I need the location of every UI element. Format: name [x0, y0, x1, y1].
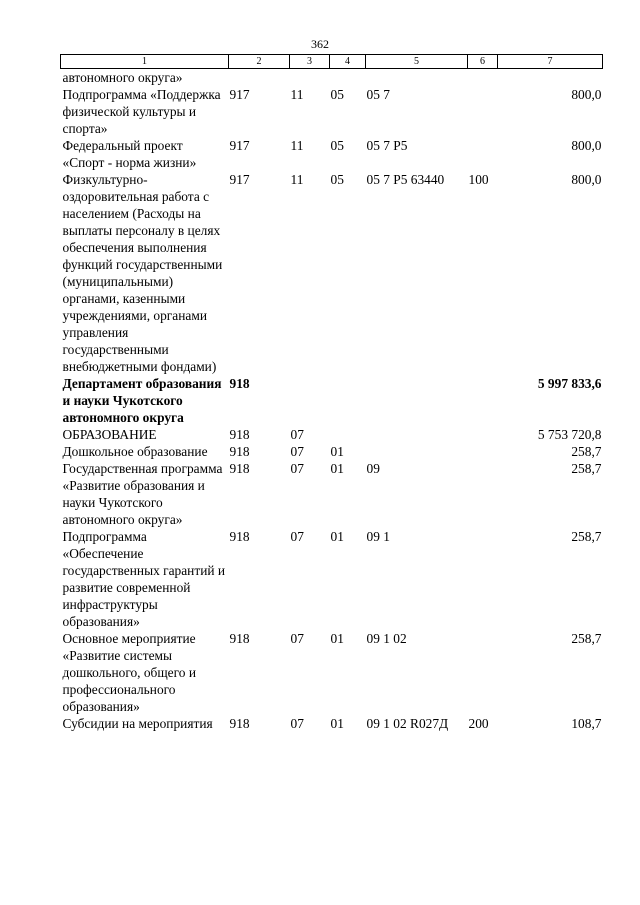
row-expense-type-cell: 100 [468, 172, 489, 187]
table-row [61, 630, 603, 715]
row-target-cell: 09 1 02 R027Д [366, 716, 449, 731]
header-col-3: 3 [290, 55, 330, 69]
row-amount-cell: 5 997 833,6 [537, 376, 602, 391]
row-expense-type-cell: 200 [468, 716, 489, 731]
row-section-cell [290, 69, 330, 87]
header-col-7: 7 [498, 55, 603, 69]
row-target-cell [366, 426, 468, 443]
row-name-cell: Федеральный проект «Спорт - норма жизни» [62, 138, 197, 170]
table-row [61, 69, 603, 87]
row-section-cell: 07 [290, 461, 304, 476]
row-ministry-cell: 918 [229, 716, 250, 731]
table-row [61, 375, 603, 426]
row-subsection-cell: 01 [330, 461, 344, 476]
row-subsection-cell [330, 69, 366, 87]
row-name-cell: Субсидии на мероприятия [62, 716, 213, 731]
row-target-cell: 05 7 [366, 87, 390, 102]
row-amount-cell: 800,0 [571, 172, 602, 187]
row-amount-cell: 5 753 720,8 [537, 427, 602, 442]
row-section-cell: 07 [290, 427, 304, 442]
row-expense-type-cell [468, 630, 498, 715]
table-row [61, 443, 603, 460]
table-row [61, 460, 603, 528]
row-amount-cell: 258,7 [571, 529, 602, 544]
row-amount-cell: 108,7 [571, 716, 602, 731]
row-subsection-cell [330, 375, 366, 426]
header-col-1: 1 [61, 55, 229, 69]
table-row [61, 137, 603, 171]
row-name-cell: Основное мероприятие «Развитие системы дошкольного, общего и профессионального образования» [62, 631, 196, 714]
row-ministry-cell: 918 [229, 461, 250, 476]
row-ministry-cell: 918 [229, 631, 250, 646]
row-expense-type-cell [468, 528, 498, 630]
row-target-cell: 05 7 P5 63440 [366, 172, 445, 187]
row-amount-cell: 800,0 [571, 138, 602, 153]
row-name-cell: Департамент образования и науки Чукотского автономного округа [62, 376, 222, 425]
row-ministry-cell [229, 69, 290, 87]
row-ministry-cell: 918 [229, 427, 250, 442]
row-name-cell: автономного округа» [62, 70, 183, 85]
row-ministry-cell: 918 [229, 444, 250, 459]
row-name-cell: Подпрограмма «Поддержка физической культуры и спорта» [62, 87, 221, 136]
row-amount-cell: 258,7 [571, 631, 602, 646]
row-section-cell: 07 [290, 444, 304, 459]
row-section-cell: 07 [290, 716, 304, 731]
row-amount-cell: 258,7 [571, 461, 602, 476]
table-row [61, 171, 603, 375]
table-row [61, 528, 603, 630]
row-subsection-cell: 05 [330, 172, 344, 187]
row-expense-type-cell [468, 69, 498, 87]
row-ministry-cell: 918 [229, 376, 250, 391]
table-header [61, 55, 603, 69]
row-target-cell [366, 69, 468, 87]
row-target-cell [366, 443, 468, 460]
row-ministry-cell: 917 [229, 172, 250, 187]
header-col-2: 2 [229, 55, 290, 69]
row-expense-type-cell [468, 426, 498, 443]
row-section-cell: 07 [290, 529, 304, 544]
row-ministry-cell: 918 [229, 529, 250, 544]
row-name-cell: Подпрограмма «Обеспечение государственных гарантий и развитие современной инфраструктуры образования» [62, 529, 226, 629]
row-section-cell: 07 [290, 631, 304, 646]
table-body [61, 69, 603, 733]
header-row [61, 55, 603, 69]
row-section-cell: 11 [290, 138, 304, 153]
row-amount-cell [498, 69, 603, 87]
row-subsection-cell: 01 [330, 716, 344, 731]
row-target-cell: 09 1 [366, 529, 390, 544]
row-target-cell: 05 7 P5 [366, 138, 408, 153]
budget-table [60, 54, 603, 732]
row-ministry-cell: 917 [229, 87, 250, 102]
row-subsection-cell: 01 [330, 529, 344, 544]
row-section-cell: 11 [290, 172, 304, 187]
row-subsection-cell: 01 [330, 444, 344, 459]
header-col-6: 6 [468, 55, 498, 69]
row-subsection-cell: 05 [330, 138, 344, 153]
table-row [61, 86, 603, 137]
row-name-cell: Дошкольное образование [62, 444, 208, 459]
row-name-cell: ОБРАЗОВАНИЕ [62, 427, 157, 442]
table-row [61, 715, 603, 732]
row-name-cell: Физкультурно-оздоровительная работа с населением (Расходы на выплаты персоналу в целях обеспечения выполнения функций государственными (муниципальными) органами, казенными учреждениями, органами управления государственными внебюджетными фондами) [62, 172, 223, 374]
row-expense-type-cell [468, 375, 498, 426]
row-ministry-cell: 917 [229, 138, 250, 153]
row-amount-cell: 258,7 [571, 444, 602, 459]
table-row [61, 426, 603, 443]
row-subsection-cell: 01 [330, 631, 344, 646]
row-target-cell: 09 [366, 461, 380, 476]
row-expense-type-cell [468, 86, 498, 137]
row-expense-type-cell [468, 443, 498, 460]
row-subsection-cell: 05 [330, 87, 344, 102]
row-name-cell: Государственная программа «Развитие образования и науки Чукотского автономного округа» [62, 461, 223, 527]
row-expense-type-cell [468, 137, 498, 171]
row-amount-cell: 800,0 [571, 87, 602, 102]
row-expense-type-cell [468, 460, 498, 528]
row-section-cell [290, 375, 330, 426]
row-section-cell: 11 [290, 87, 304, 102]
page-number: 362 [311, 37, 329, 51]
row-target-cell [366, 375, 468, 426]
header-col-4: 4 [330, 55, 366, 69]
row-target-cell: 09 1 02 [366, 631, 407, 646]
row-subsection-cell [330, 426, 366, 443]
header-col-5: 5 [366, 55, 468, 69]
